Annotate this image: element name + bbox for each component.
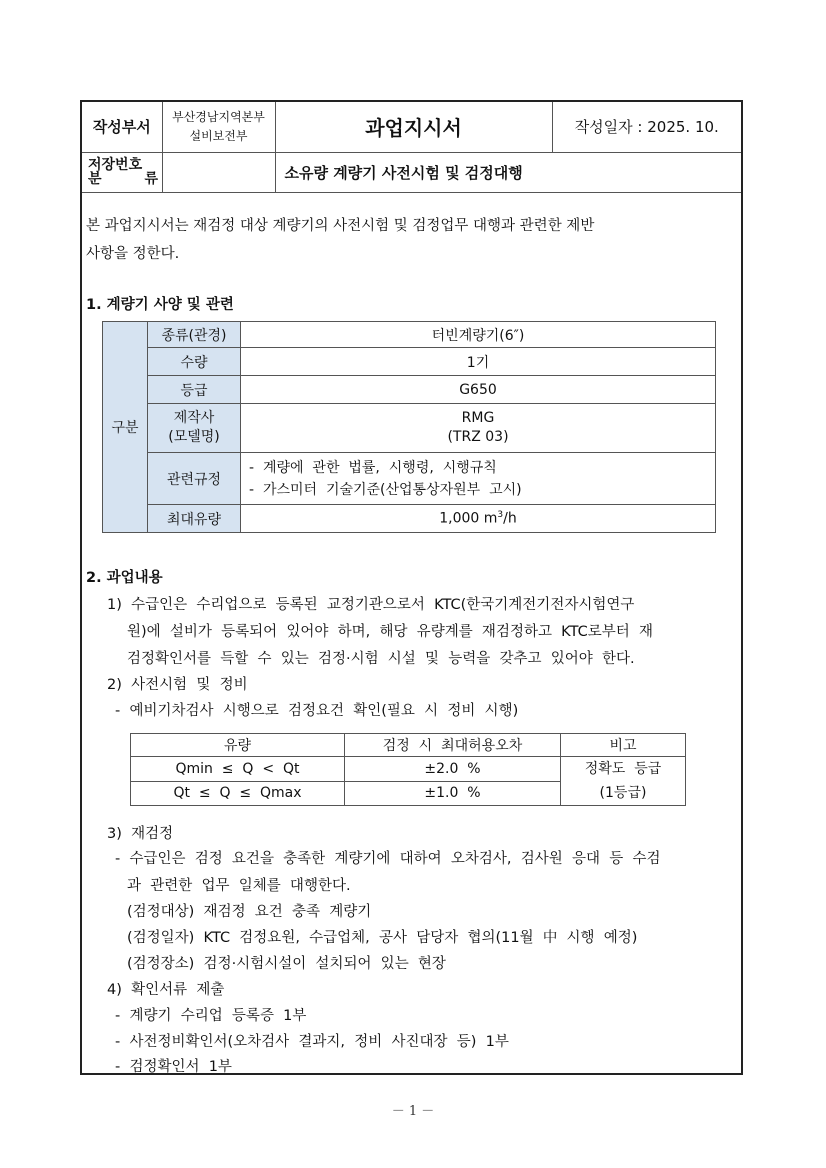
tolerance-header: 유량 — [131, 734, 345, 757]
spec-key: 등급 — [148, 376, 241, 404]
spec-key: 최대유량 — [148, 505, 241, 533]
item2-bullet: - 예비기차검사 시행으로 검정요건 확인(필요 시 정비 시행) — [115, 703, 519, 719]
tolerance-note-line2: (1등급) — [599, 785, 647, 801]
spec-table — [102, 321, 716, 533]
spec-value — [241, 505, 716, 533]
spec-value — [241, 453, 716, 505]
spec-value-line1: - 계량에 관한 법률, 시행령, 시행규칙 — [249, 459, 497, 476]
spec-row — [103, 453, 716, 505]
tolerance-value: ±2.0 % — [345, 757, 561, 782]
item3-bullet-line2: 과 관련한 업무 일체를 대행한다. — [127, 878, 351, 894]
spec-value-sup: 3 — [497, 510, 504, 521]
tolerance-note-line1: 정확도 등급 — [584, 761, 662, 777]
dept-value — [162, 102, 275, 152]
intro-line1: 본 과업지시서는 재검정 대상 계량기의 사전시험 및 검정업무 대행과 관련한 제반 — [86, 218, 595, 234]
spec-key-line1: 제작사 — [173, 410, 215, 426]
spec-category: 구분 — [103, 322, 148, 533]
storage-value — [162, 152, 275, 192]
section2-heading: 2. 과업내용 — [86, 570, 163, 586]
item1-line1: 1) 수급인은 수리업으로 등록된 교정기관으로서 KTC(한국기계전기전자시험연구 — [107, 597, 635, 613]
spec-value-line1: RMG — [461, 410, 495, 426]
spec-value-line2: (TRZ 03) — [447, 429, 509, 445]
dept-value-line1: 부산경남지역본부 — [172, 109, 265, 124]
doc-subject: 소유량 계량기 사전시험 및 검정대행 — [275, 152, 741, 192]
section1-heading: 1. 계량기 사양 및 관련 — [86, 297, 234, 313]
tolerance-value: ±1.0 % — [345, 781, 561, 806]
intro-line2: 사항을 정한다. — [86, 246, 180, 262]
item4-doc: - 계량기 수리업 등록증 1부 — [115, 1008, 307, 1024]
dept-label: 작성부서 — [82, 102, 162, 152]
tolerance-note — [561, 757, 686, 806]
spec-key: 관련규정 — [148, 453, 241, 505]
spec-key — [148, 404, 241, 453]
spec-value-line2: - 가스미터 기술기준(산업통상자원부 고시) — [249, 481, 522, 498]
spec-row — [103, 322, 716, 348]
tolerance-table — [130, 733, 686, 806]
page-number: － 1 － — [391, 1104, 435, 1119]
spec-value — [241, 404, 716, 453]
storage-label — [82, 152, 162, 192]
spec-row — [103, 505, 716, 533]
tolerance-header-row — [131, 734, 686, 757]
item3-place: (검정장소) 검정·시험시설이 설치되어 있는 현장 — [127, 956, 446, 972]
header-table — [82, 102, 741, 193]
tolerance-flow: Qt ≤ Q ≤ Qmax — [131, 781, 345, 806]
tolerance-header: 검정 시 최대허용오차 — [345, 734, 561, 757]
spec-value: 1기 — [241, 348, 716, 376]
spec-row — [103, 348, 716, 376]
spec-row — [103, 404, 716, 453]
storage-label-line1: 저장번호 — [88, 157, 143, 173]
item1-line3: 검정확인서를 득할 수 있는 검정·시험 시설 및 능력을 갖추고 있어야 한다. — [127, 651, 635, 667]
item3-date: (검정일자) KTC 검정요원, 수급업체, 공사 담당자 협의(11월 中 시행 예정) — [127, 930, 638, 946]
item4-title: 4) 확인서류 제출 — [107, 982, 225, 998]
tolerance-header: 비고 — [561, 734, 686, 757]
dept-value-line2: 설비보전부 — [189, 128, 248, 143]
doc-title: 과업지시서 — [275, 102, 552, 152]
item1-line2: 원)에 설비가 등록되어 있어야 하며, 해당 유량계를 재검정하고 KTC로부터 재 — [127, 624, 653, 640]
document-frame — [80, 100, 743, 1075]
item3-title: 3) 재검정 — [107, 826, 174, 842]
spec-row — [103, 376, 716, 404]
storage-label-line2-a: 분 — [88, 171, 102, 187]
item4-doc: - 사전정비확인서(오차검사 결과지, 정비 사진대장 등) 1부 — [115, 1034, 509, 1050]
storage-label-line2 — [88, 172, 158, 186]
item4-doc: - 검정확인서 1부 — [115, 1059, 232, 1075]
tolerance-row — [131, 757, 686, 782]
tolerance-flow: Qmin ≤ Q < Qt — [131, 757, 345, 782]
item3-bullet-line1: - 수급인은 검정 요건을 충족한 계량기에 대하여 오차검사, 검사원 응대 등 수검 — [115, 851, 661, 867]
spec-value: 터빈계량기(6″) — [241, 322, 716, 348]
storage-label-line2-b: 류 — [144, 171, 158, 187]
doc-date: 작성일자 : 2025. 10. — [552, 102, 741, 152]
spec-value-prefix: 1,000 m — [439, 510, 498, 527]
spec-key: 종류(관경) — [148, 322, 241, 348]
item2-title: 2) 사전시험 및 정비 — [107, 677, 248, 693]
spec-key-line2: (모델명) — [168, 429, 220, 445]
item3-target: (검정대상) 재검정 요건 충족 계량기 — [127, 904, 372, 920]
spec-value-suffix: /h — [503, 510, 517, 527]
spec-key: 수량 — [148, 348, 241, 376]
spec-value: G650 — [241, 376, 716, 404]
